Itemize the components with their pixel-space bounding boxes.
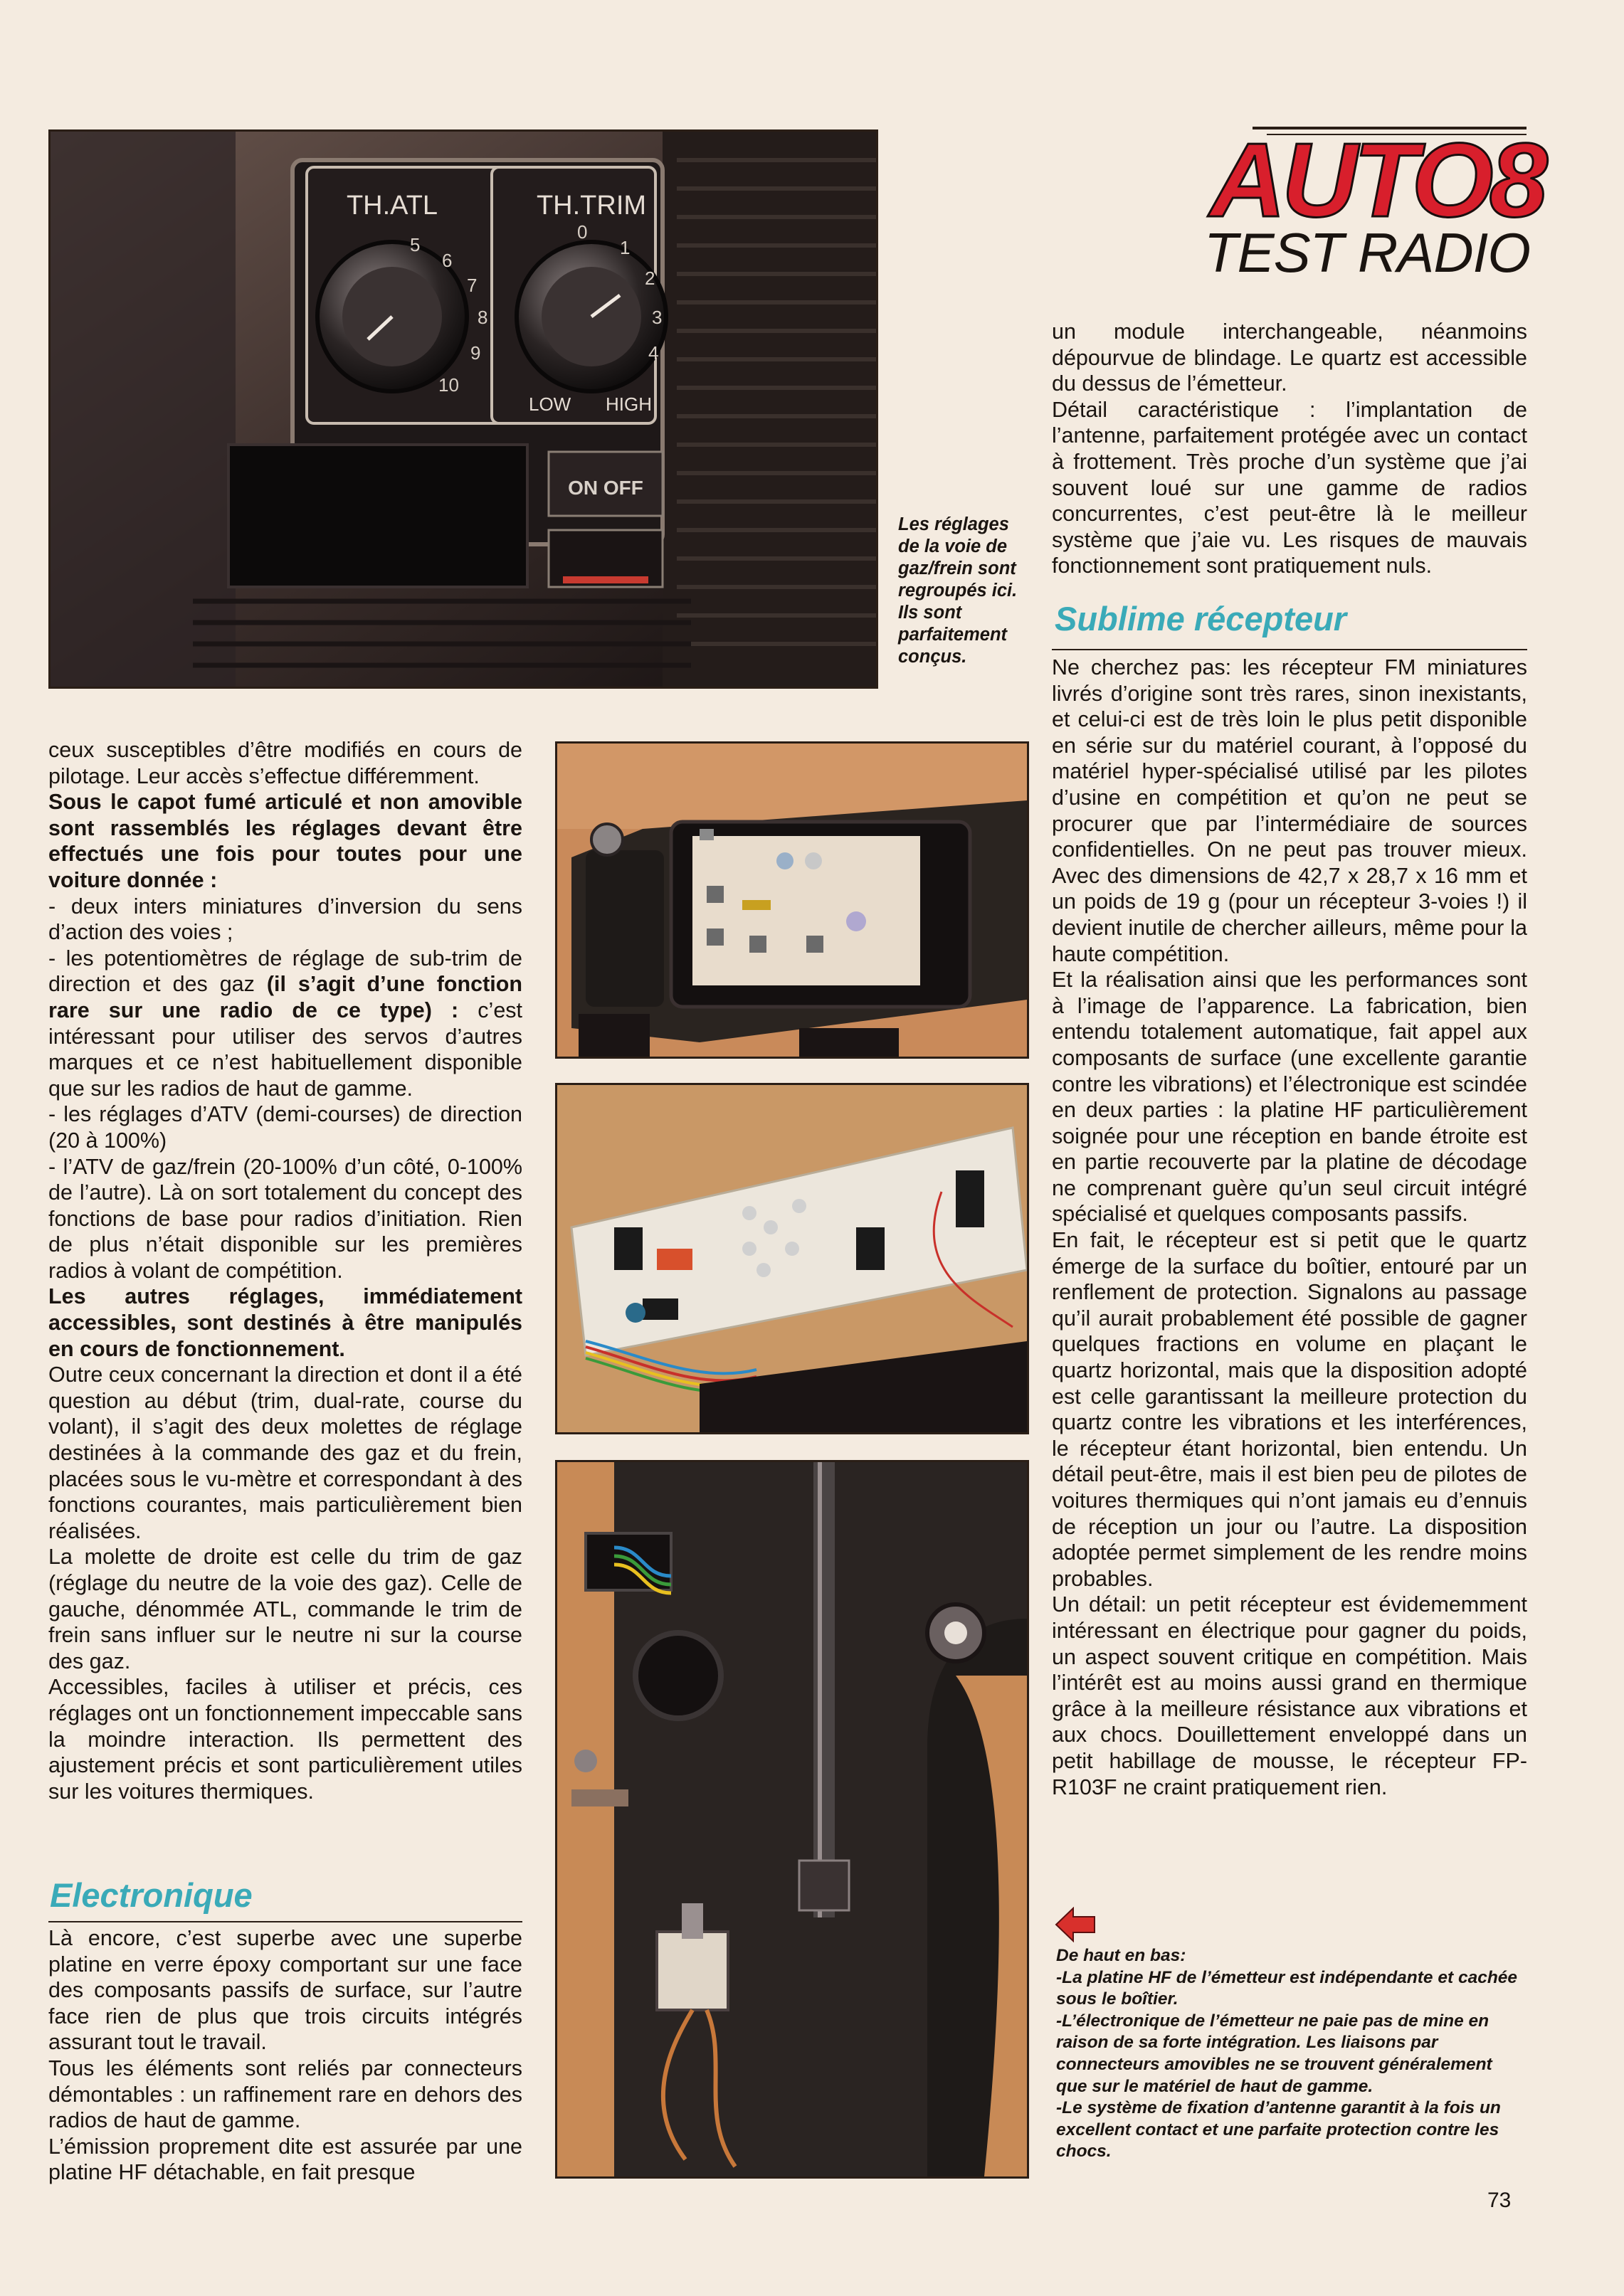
right-paragraph-2: Détail caractéristique : l’implantation de l’antenne, parfaitement protégée avec un contact à frottement. Très proche d’un système que j’ai souvent loué sur une gamme de radios concurrentes, c’est peut-être là le meilleur système que j’aie vu. Les risques de mauvais fonctionnement sont pratiquement nuls.: [1052, 397, 1527, 578]
left-paragraph-7: [48, 1284, 522, 1362]
left-tick-2: 7: [467, 275, 478, 296]
right-paragraph-4: Et la réalisation ainsi que les performances sont à l’image de l’apparence. La fabrication, bien entendu totalement automatique, fait appel aux composants de surface (une excellente garantie contre les vibrations) et l’électronique est scindée en deux parties : la platine HF particulièrement soignée pour une réception en bande étroite est en partie recouverte par la platine de décodage ne comprenant guère qu’un seul circuit intégré spécialisé et quelques composants passifs.: [1052, 968, 1527, 1227]
right-tick-4: 4: [648, 342, 659, 364]
dial-right-label: TH.TRIM: [536, 191, 647, 221]
right-paragraph-6: Un détail: un petit récepteur est évidememment intéressant en électrique pour gagner du poids, un aspect souvent critique en compétition. Mais l’intérêt est au moins aussi grand en thermique grâce à la meilleure résistance aux vibrations et aux chocs. Douillettement enveloppé dans un petit habillage de mousse, le récepteur FP-R103F ne craint pratiquement rien.: [1052, 1592, 1527, 1799]
left-paragraph-4-b: c’est intéressant pour utiliser des servos d’autres marques et ce n’est habituellement disponible que sur les radios de haut de gamme.: [48, 998, 523, 1101]
right-paragraph-1: un module interchangeable, néanmoins dépourvue de blindage. Le quartz est accessible du dessus de l’émetteur.: [1052, 319, 1527, 396]
left-tick-0: 5: [410, 234, 421, 255]
left-tick-4: 9: [470, 342, 481, 364]
left-paragraph-3: - deux inters miniatures d’inversion du sens d’action des voies ;: [48, 894, 522, 945]
left-paragraph-4-a: - les potentiomètres de réglage de sub-trim de direction et des gaz: [48, 946, 522, 997]
right-paragraph-3: Ne cherchez pas: les récepteur FM miniatures livrés d’origine sont très rares, sinon inexistants, et celui-ci est de très loin le plus petit disponible en série sur du matériel courant, à l’opposé du matériel hyper-spécialisé utilisé par les pilotes d’usine en compétition et qu’on ne peut se procurer que par l’intermédiaire de sources confidentielles. On ne peut pas trouver mieux. Avec des dimensions de 42,7 x 28,7 x 16 mm et un poids de 19 g (pour un récepteur 3-voies !) il devient inutile de chercher ailleurs, même pour la haute compétition.: [1052, 655, 1527, 966]
left-paragraph-8: Outre ceux concernant la direction et dont il a été question au début (trim, dual-rate, course du volant), il s’agit des deux molettes de réglage destinées à la commande des gaz et du frein, placées sous le vu-mètre et correspondant à des fonctions courantes, mais particulièrement bien réalisées.: [48, 1363, 522, 1543]
left-column-body: [48, 737, 522, 1804]
heading-electronique: Electronique: [50, 1876, 253, 1914]
left-paragraph-5: - les réglages d’ATV (demi-courses) de direction (20 à 100%): [48, 1102, 522, 1153]
left-paragraph-4-bold: (il s’agit d’une fonction rare sur une radio de ce type) :: [48, 972, 523, 1022]
photo-hf-board: [555, 741, 1029, 1059]
right-tick-3: 3: [652, 307, 663, 328]
arrow-left-icon: [1055, 1907, 1096, 1942]
right-column-body: [1052, 655, 1527, 1800]
left-paragraph-7-bold: Les autres réglages, immédiatement accessibles, sont destinés à être manipulés en cours de fonctionnement.: [48, 1284, 522, 1361]
dials-illustration: [51, 132, 876, 687]
heading-rule-left: [48, 1921, 522, 1922]
antenna-rod: [813, 1462, 835, 1917]
heading-rule-right: [1052, 649, 1527, 650]
right-tick-2: 2: [645, 268, 655, 289]
photo-caption-bottom: [1056, 1945, 1519, 2163]
left-paragraph-4: [48, 946, 522, 1102]
left-tick-3: 8: [478, 307, 488, 328]
magazine-logo: [1174, 122, 1544, 284]
caption-bottom-line-1: De haut en bas:: [1056, 1946, 1186, 1965]
photo-antenna: [555, 1460, 1029, 2179]
right-tick-1: 1: [620, 237, 631, 258]
page-number: 73: [1487, 2189, 1512, 2212]
left-paragraph-10: Accessibles, faciles à utiliser et précis, ces réglages ont un fonctionnement impeccable sans la moindre interaction. Ils permettent des ajustement précis et sont particulièrement utiles sur les voitures thermiques.: [48, 1675, 522, 1804]
logo-subtitle: TEST RADIO: [1203, 221, 1530, 284]
left-tick-5: 10: [438, 374, 459, 396]
left-paragraph-1: ceux susceptibles d’être modifiés en cours de pilotage. Leur accès s’effectue différemment.: [48, 738, 522, 788]
photo-caption-top: Les réglages de la voie de gaz/frein sont regroupés ici. Ils sont parfaitement conçus.: [898, 514, 1018, 667]
right-paragraph-5: En fait, le récepteur est si petit que le quartz émerge de la surface du boîtier, entouré par un renflement de protection. Signalons au passage qu’il aurait probablement été possible de gagner quelques fractions en volume en plaçant le quartz horizontal, mais que la disposition adopté est celle garantissant la meilleure protection du quartz contre les vibrations et les interférences, le récepteur étant horizontal, bien entendu. Un détail peut-être, mais il est bien peu de pilotes de voitures thermiques qui n’ont jamais eu d’ennuis de réception un jour ou l’autre. La disposition adoptée permet simplement de les rendre moins probables.: [1052, 1228, 1527, 1591]
left-tick-1: 6: [442, 250, 453, 271]
dark-window: [228, 445, 527, 587]
heading-sublime-recepteur: Sublime récepteur: [1055, 600, 1347, 638]
left-paragraph-2-bold: Sous le capot fumé articulé et non amovible sont rassemblés les réglages devant être effectués une fois pour toutes pour une voiture donnée :: [48, 790, 522, 892]
right-tick-0: 0: [577, 221, 588, 243]
left-paragraph-13: L’émission proprement dite est assurée par une platine HF détachable, en fait presque: [48, 2134, 522, 2185]
caption-bottom-line-2: -La platine HF de l’émetteur est indépendante et cachée sous le boîtier.: [1056, 1967, 1518, 2009]
logo-brand: AUTO8: [1210, 122, 1544, 239]
left-paragraph-6: - l’ATV de gaz/frein (20-100% d’un côté, 0-100% de l’autre). Là on sort totalement du concept des fonctions de base pour radios d’initiation. Rien de plus n’était disponible sur les premières radios à volant de compétition.: [48, 1154, 522, 1283]
dial-left-label: TH.ATL: [346, 191, 438, 221]
right-column-top: [1052, 319, 1527, 579]
low-label: LOW: [529, 393, 571, 415]
photo-electronics: [555, 1083, 1029, 1434]
caption-bottom-line-4: -Le système de fixation d’antenne garantit à la fois un excellent contact et une parfaite protection contre les chocs.: [1056, 2098, 1501, 2162]
left-paragraph-11: Là encore, c’est superbe avec une superbe platine en verre époxy comportant sur une face des composants passifs de surface, sur l’autre face rien de plus que trois circuits intégrés assurant tout le travail.: [48, 1926, 522, 2055]
left-column-bottom: [48, 1925, 522, 2186]
on-off-label: ON OFF: [568, 477, 643, 499]
caption-bottom-line-3: -L’électronique de l’émetteur ne paie pas de mine en raison de sa forte intégration. Les liaisons par connecteurs amovibles ne se trouvent généralement que sur le matériel de haut de gamme.: [1056, 2011, 1492, 2096]
high-label: HIGH: [606, 393, 652, 415]
left-paragraph-9: La molette de droite est celle du trim de gaz (réglage du neutre de la voie des gaz). Celle de gauche, dénommée ATL, commande le trim de frein sans influer sur le neutre ni sur la course des gaz.: [48, 1545, 522, 1673]
photo-dials: [48, 129, 878, 689]
left-paragraph-12: Tous les éléments sont reliés par connecteurs démontables : un raffinement rare en dehors des radios de haut de gamme.: [48, 2056, 522, 2133]
left-paragraph-2: [48, 789, 522, 893]
